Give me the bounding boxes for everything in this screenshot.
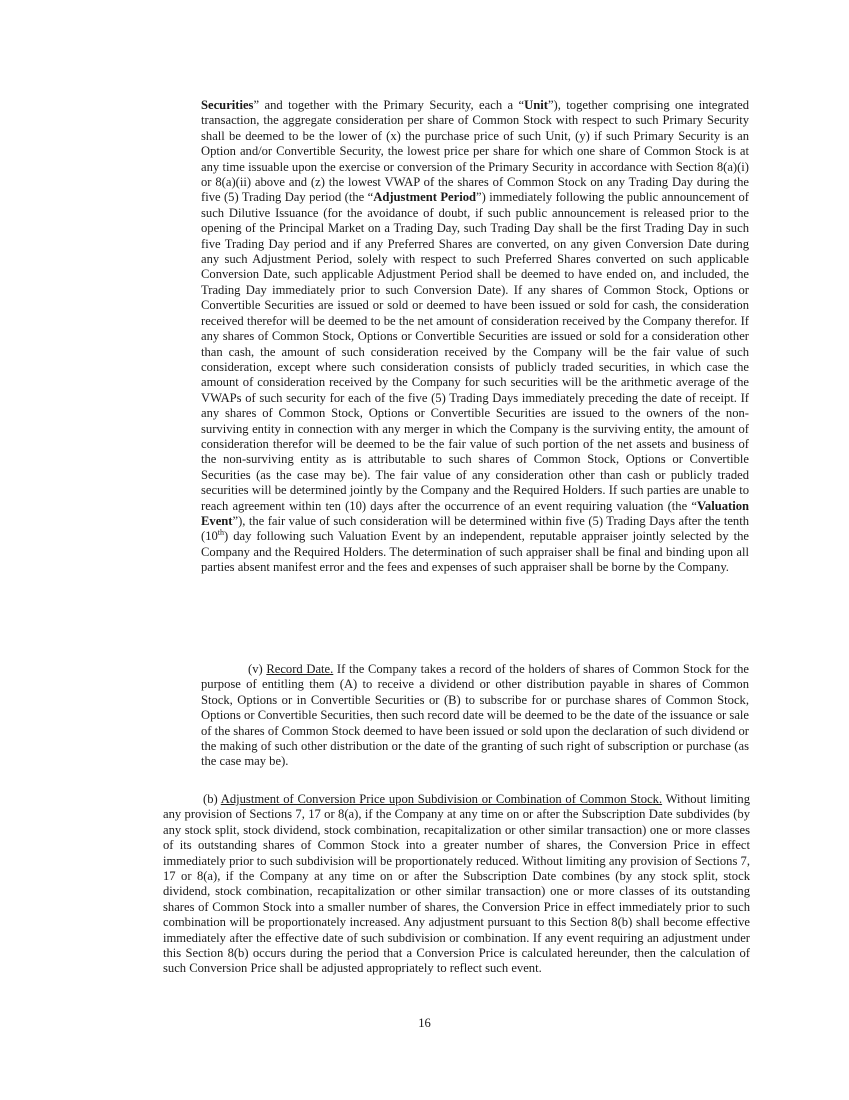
term-valuation-event: Valuation Event [201, 498, 749, 528]
clause-number: (b) [203, 792, 221, 806]
paragraph-text: If the Company takes a record of the holders of shares of Common Stock for the purpose of entitling them (A) to receive a dividend or other distribution payable in shares of Common Stock, Options or in Convertible Securities or (B) to subscribe for or purchase shares of Common Stock, Options or Convertible Securities, then such record date will be deemed to be the date of the issuance or sale of the shares of Common Stock deemed to have been issued or sold upon the declaration of such dividend or the making of such other distribution or the date of the granting of such right of subscription or purchase (as the case may be). [201, 662, 750, 769]
paragraph-text: ”), together comprising one integrated transaction, the aggregate consideration per share of Common Stock with respect to such Primary Security shall be deemed to be the lower of (x) the purchase price of such Unit, (y) if such Primary Security is an Option and/or Convertible Security, the lowest price per share for which one share of Common Stock is at any time issuable upon the exercise or conversion of the Primary Security in accordance with Section 8(a)(i) or 8(a)(ii) above and (z) the lowest VWAP of the shares of Common Stock on any Trading Day during the five (5) Trading Day period (the “ [201, 98, 749, 205]
section-b-paragraph [163, 792, 750, 977]
term-securities: Securities [201, 98, 254, 112]
clause-heading: Adjustment of Conversion Price upon Subdivision or Combination of Common Stock. [220, 792, 663, 806]
term-adjustment-period: Adjustment Period [373, 190, 477, 205]
paragraph-text: ”) immediately following the public announcement of such Dilutive Issuance (for the avoidance of doubt, if such public announcement is released prior to the opening of the Principal Market on a Trading Day, such Trading Day shall be the first Trading Day in such five Trading Day period and if any Preferred Shares are converted, on any given Conversion Date during any such Adjustment Period, solely with respect to such Preferred Shares converted on such applicable Conversion Date, such applicable Adjustment Period shall be deemed to have ended on, and included, the Trading Day immediately prior to such Conversion Date). If any shares of Common Stock, Options or Convertible Securities are issued or sold or deemed to have been issued or sold for cash, the consideration received therefor will be deemed to be the net amount of consideration received by the Company therefor. If any shares of Common Stock, Options or Convertible Securities are issued or sold for a consideration other than cash, the amount of such consideration received by the Company will be the fair value of such consideration, except where such consideration consists of publicly traded securities, in which case the amount of consideration received by the Company for such securities will be the arithmetic average of the VWAPs of such security for each of the five (5) Trading Days immediately preceding the date of receipt. If any shares of Common Stock, Options or Convertible Securities are issued to the owners of the non-surviving entity in connection with any merger in which the Company is the surviving entity, the amount of consideration therefor will be deemed to be the fair value of such portion of the net assets and business of the non-surviving entity as is attributable to such shares of Common Stock, Options or Convertible Securities (as the case may be). The fair value of any consideration other than cash or publicly traded securities will be determined jointly by the Company and the Required Holders. If such parties are unable to reach agreement within ten (10) days after the occurrence of an event requiring valuation (the “ [201, 190, 749, 513]
paragraph-text: ” and together with the Primary Security, each a “ [253, 98, 525, 112]
section-a-continued-paragraph [201, 98, 749, 576]
clause-number: (v) [248, 662, 267, 676]
paragraph-text: Without limiting any provision of Sections 7, 17 or 8(a), if the Company at any time on or after the Subscription Date subdivides (by any stock split, stock dividend, stock combination, recapitalization or other similar transaction) one or more classes of its outstanding shares of Common Stock into a greater number of shares, the Conversion Price in effect immediately prior to such subdivision will be proportionately reduced. Without limiting any provision of Sections 7, 17 or 8(a), if the Company at any time on or after the Subscription Date combines (by any stock split, stock dividend, stock combination, recapitalization or other similar transaction) one or more classes of its outstanding shares of Common Stock into a smaller number of shares, the Conversion Price in effect immediately prior to such combination will be proportionately increased. Any adjustment pursuant to this Section 8(b) shall become effective immediately after the effective date of such subdivision or combination. If any event requiring an adjustment under this Section 8(b) occurs during the period that a Conversion Price is calculated hereunder, then the calculation of such Conversion Price shall be adjusted appropriately to reflect such event. [163, 792, 751, 976]
ordinal-superscript: th [217, 528, 225, 538]
term-unit: Unit [524, 98, 548, 112]
page-number: 16 [418, 1016, 431, 1030]
paragraph-text: ”), the fair value of such consideration will be determined within five (5) Trading Days after the tenth (10 [201, 513, 749, 544]
record-date-paragraph [201, 662, 749, 770]
clause-heading: Record Date. [266, 662, 334, 676]
paragraph-text: ) day following such Valuation Event by an independent, reputable appraiser jointly selected by the Company and the Required Holders. The determination of such appraiser shall be final and binding upon all parties absent manifest error and the fees and expenses of such appraiser shall be borne by the Company. [201, 529, 749, 575]
